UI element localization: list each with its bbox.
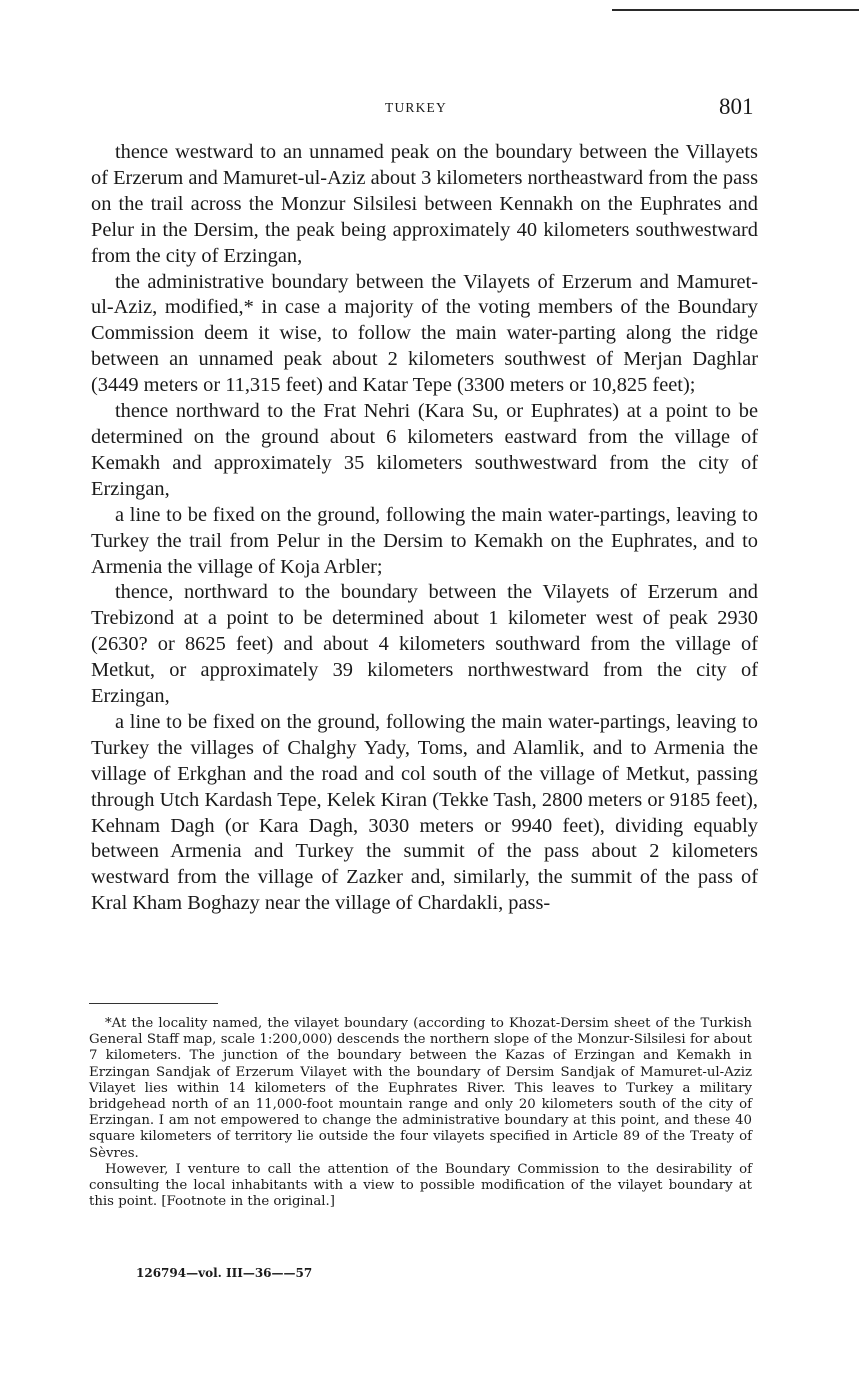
paragraph-3: thence northward to the Frat Nehri (Kara Su, or Euphrates) at a point to be determined on the ground about 6 kilometers eastward from the village of Kemakh and approximately 35 kilometers southwestward from the city of Erzingan, xyxy=(91,400,758,500)
footnote-2: However, I venture to call the attention of the Boundary Commission to the desirability of consulting the local inhabitants with a view to possible modification of the vilayet boundary at this point. [Footnote in the original.] xyxy=(89,1161,752,1210)
footnotes xyxy=(89,1016,752,1210)
top-rule xyxy=(612,9,859,11)
paragraph-5: thence, northward to the boundary between the Vilayets of Erzerum and Trebizond at a point to be determined about 1 kilometer west of peak 2930 (2630? or 8625 feet) and about 4 kilometers southward from the village of Metkut, or approximately 39 kilometers northwestward from the city of Erzingan, xyxy=(91,581,758,708)
paragraph-4: a line to be fixed on the ground, following the main water-partings, leaving to Turkey the trail from Pelur in the Dersim to Kemakh on the Euphrates, and to Armenia the village of Koja Arbler; xyxy=(91,503,758,578)
page-number: 801 xyxy=(719,94,754,119)
running-head: TURKEY xyxy=(385,100,447,115)
paragraph-2: the administrative boundary between the Vilayets of Erzerum and Mamuret-ul-Aziz, modified,* in case a majority of the voting members of the Boundary Commission deem it wise, to follow the main water-parting along the ridge between an unnamed peak about 2 kilometers southwest of Merjan Daghlar (3449 meters or 11,315 feet) and Katar Tepe (3300 meters or 10,825 feet); xyxy=(91,270,758,397)
footnote-1: *At the locality named, the vilayet boundary (according to Khozat-Dersim sheet of the Turkish General Staff map, scale 1:200,000) descends the northern slope of the Monzur-Silsilesi for about 7 kilometers. The junction of the boundary between the Kazas of Erzingan and Kemakh in Erzingan Sandjak of Erzerum Vilayet with the boundary of Dersim Sandjak of Mamuret-ul-Aziz Vilayet lies within 14 kilometers of the Euphrates River. This leaves to Turkey a military bridgehead north of an 11,000-foot mountain range and only 20 kilometers south of the city of Erzingan. I am not empowered to change the administrative boundary at this point, and these 40 square kilometers of territory lie outside the four vilayets specified in Article 89 of the Treaty of Sèvres. xyxy=(89,1016,752,1161)
body-text xyxy=(91,140,758,917)
footnote-rule xyxy=(89,1003,218,1004)
paragraph-1: thence westward to an unnamed peak on the boundary between the Villayets of Erzerum and Mamuret-ul-Aziz about 3 kilometers northeastward from the pass on the trail across the Monzur Silsilesi between Kennakh on the Euphrates and Pelur in the Dersim, the peak being approximately 40 kilometers southwestward from the city of Erzingan, xyxy=(91,141,759,267)
paragraph-6: a line to be fixed on the ground, following the main water-partings, leaving to Turkey the villages of Chalghy Yady, Toms, and Alamlik, and to Armenia the village of Erkghan and the road and col south of the village of Metkut, passing through Utch Kardash Tepe, Kelek Kiran (Tekke Tash, 2800 meters or 9185 feet), Kehnam Dagh (or Kara Dagh, 3030 meters or 9940 feet), dividing equably between Armenia and Turkey the summit of the pass about 2 kilometers westward from the village of Zazker and, similarly, the summit of the pass of Kral Kham Boghazy near the village of Chardakli, pass- xyxy=(91,710,758,915)
printer-line: 126794—vol. III—36——57 xyxy=(136,1266,313,1280)
